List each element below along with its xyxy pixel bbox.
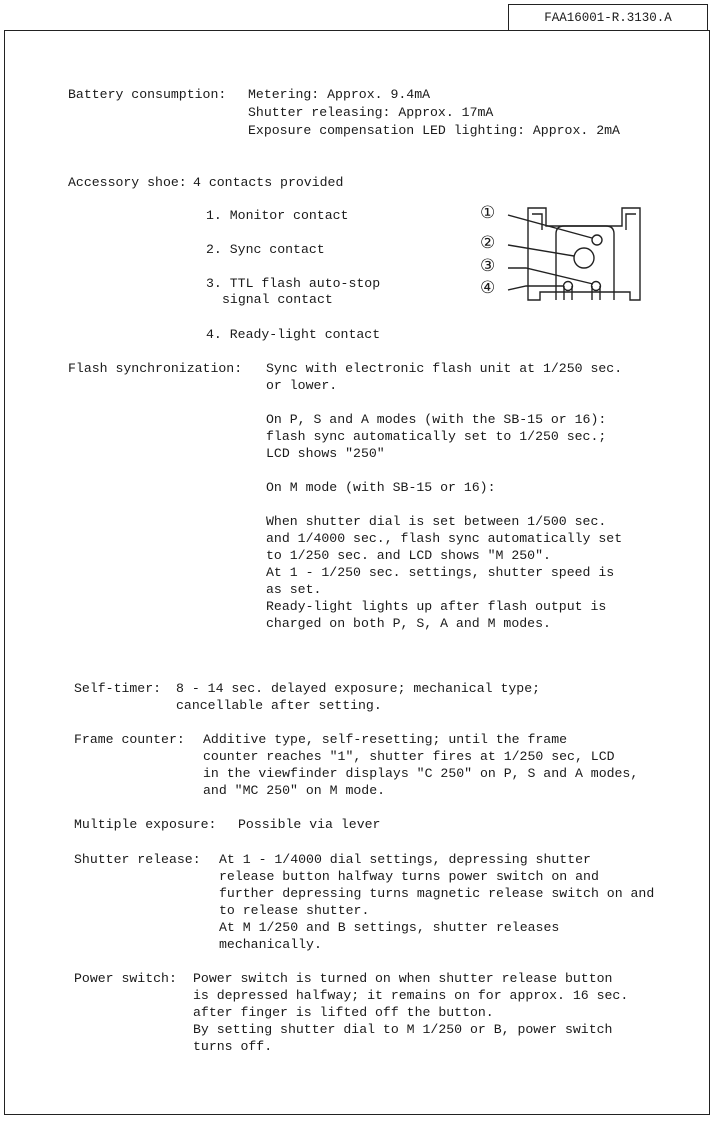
power-switch-line: Power switch is turned on when shutter release button [193,971,613,986]
flash-sync-line: At 1 - 1/250 sec. settings, shutter speed is [266,565,615,580]
flash-sync-line: Sync with electronic flash unit at 1/250 sec. [266,361,623,376]
marker-2: ② [480,235,496,254]
power-switch-line: after finger is lifted off the button. [193,1005,494,1020]
contact-item-2: 2. Sync contact [206,242,325,257]
monitor-contact-icon [592,235,602,245]
self-timer-line: 8 - 14 sec. delayed exposure; mechanical type; [176,681,541,696]
accessory-shoe-diagram [496,204,666,304]
shutter-release-line: At 1 - 1/4000 dial settings, depressing shutter [219,852,591,867]
multiple-exposure-label: Multiple exposure: [74,817,217,832]
flash-sync-line: On M mode (with SB-15 or 16): [266,480,496,495]
battery-led: Exposure compensation LED lighting: Approx. 2mA [248,123,620,138]
frame-counter-line: in the viewfinder displays "C 250" on P, S and A modes, [203,766,639,781]
flash-sync-line: as set. [266,582,322,597]
flash-sync-line: Ready-light lights up after flash output is [266,599,607,614]
contact-item-1: 1. Monitor contact [206,208,349,223]
battery-shutter: Shutter releasing: Approx. 17mA [248,105,494,120]
battery-label: Battery consumption: [68,87,227,102]
accessory-shoe-value: 4 contacts provided [193,175,344,190]
contact-item-4: 4. Ready-light contact [206,327,381,342]
frame-counter-label: Frame counter: [74,732,185,747]
shutter-release-line: further depressing turns magnetic release switch on and [219,886,655,901]
marker-4: ④ [480,280,496,299]
sync-contact-icon [574,248,594,268]
flash-sync-line: to 1/250 sec. and LCD shows "M 250". [266,548,551,563]
flash-sync-line: flash sync automatically set to 1/250 sec.; [266,429,607,444]
flash-sync-line: charged on both P, S, A and M modes. [266,616,551,631]
leader-line-3 [508,268,593,284]
shutter-release-label: Shutter release: [74,852,201,867]
frame-counter-line: Additive type, self-resetting; until the frame [203,732,568,747]
marker-1: ① [480,205,496,224]
frame-counter-line: counter reaches "1", shutter fires at 1/250 sec, LCD [203,749,615,764]
contact-item-3: 3. TTL flash auto-stop [206,276,381,291]
leader-line-2 [508,245,574,256]
self-timer-label: Self-timer: [74,681,162,696]
shutter-release-line: mechanically. [219,937,322,952]
flash-sync-label: Flash synchronization: [68,361,243,376]
shutter-release-line: release button halfway turns power switch on and [219,869,599,884]
contact-pins [564,286,600,300]
ready-light-contact-icon [592,282,601,291]
document-id: FAA16001-R.3130.A [508,4,708,30]
contact-item-3-cont: signal contact [222,292,333,307]
power-switch-line: turns off. [193,1039,273,1054]
flash-sync-line: When shutter dial is set between 1/500 sec. [266,514,607,529]
multiple-exposure-value: Possible via lever [238,817,381,832]
marker-3: ③ [480,258,496,277]
power-switch-label: Power switch: [74,971,177,986]
leader-line-4 [508,286,563,290]
ttl-contact-icon [564,282,573,291]
flash-sync-line: On P, S and A modes (with the SB-15 or 16): [266,412,607,427]
flash-sync-line: or lower. [266,378,338,393]
flash-sync-line: LCD shows "250" [266,446,385,461]
shutter-release-line: to release shutter. [219,903,370,918]
flash-sync-line: and 1/4000 sec., flash sync automatically set [266,531,623,546]
shoe-rails [532,214,636,230]
frame-counter-line: and "MC 250" on M mode. [203,783,386,798]
self-timer-line: cancellable after setting. [176,698,382,713]
power-switch-line: is depressed halfway; it remains on for approx. 16 sec. [193,988,629,1003]
battery-metering: Metering: Approx. 9.4mA [248,87,431,102]
accessory-shoe-label: Accessory shoe: [68,175,187,190]
shutter-release-line: At M 1/250 and B settings, shutter releases [219,920,560,935]
power-switch-line: By setting shutter dial to M 1/250 or B, power switch [193,1022,613,1037]
